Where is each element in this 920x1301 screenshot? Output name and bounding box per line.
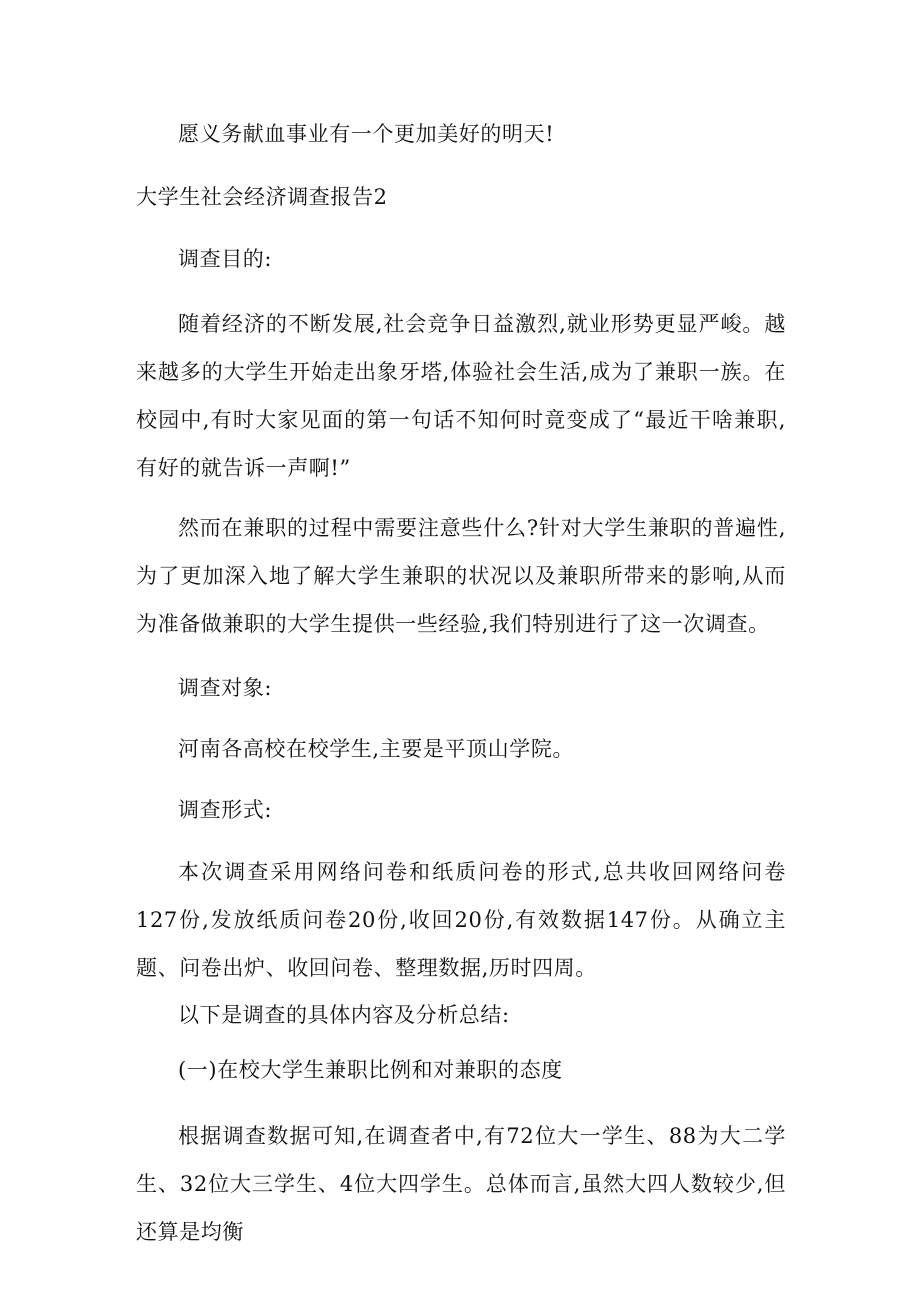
- heading-object: 调查对象:: [178, 676, 273, 700]
- paragraph-purpose-2: 然而在兼职的过程中需要注意些什么?针对大学生兼职的普遍性,为了更加深入地了解大学生兼职的状况以及兼职所带来的影响,从而为准备做兼职的大学生提供一些经验,我们特别进行了这一次调查。: [136, 516, 786, 636]
- heading-purpose: 调查目的:: [178, 247, 273, 271]
- paragraph-data: 根据调查数据可知,在调查者中,有72位大一学生、88为大二学生、32位大三学生、4位大四学生。总体而言,虽然大四人数较少,但还算是均衡: [136, 1124, 786, 1244]
- paragraph-object: 河南各高校在校学生,主要是平顶山学院。: [178, 737, 575, 761]
- section-heading-1: (一)在校大学生兼职比例和对兼职的态度: [178, 1058, 563, 1082]
- report-title: 大学生社会经济调查报告2: [136, 185, 388, 209]
- heading-form: 调查形式:: [178, 798, 273, 822]
- following-summary-line: 以下是调查的具体内容及分析总结:: [178, 1003, 510, 1027]
- paragraph-purpose-1: 随着经济的不断发展,社会竞争日益激烈,就业形势更显严峻。越来越多的大学生开始走出象牙塔,体验社会生活,成为了兼职一族。在校园中,有时大家见面的第一句话不知何时竟变成了“最近干啥兼职,有好的就告诉一声啊!”: [136, 312, 786, 480]
- closing-wish-line: 愿义务献血事业有一个更加美好的明天!: [178, 122, 555, 146]
- paragraph-form: 本次调查采用网络问卷和纸质问卷的形式,总共收回网络问卷127份,发放纸质问卷20份,收回20份,有效数据147份。从确立主题、问卷出炉、收回问卷、整理数据,历时四周。: [136, 860, 786, 980]
